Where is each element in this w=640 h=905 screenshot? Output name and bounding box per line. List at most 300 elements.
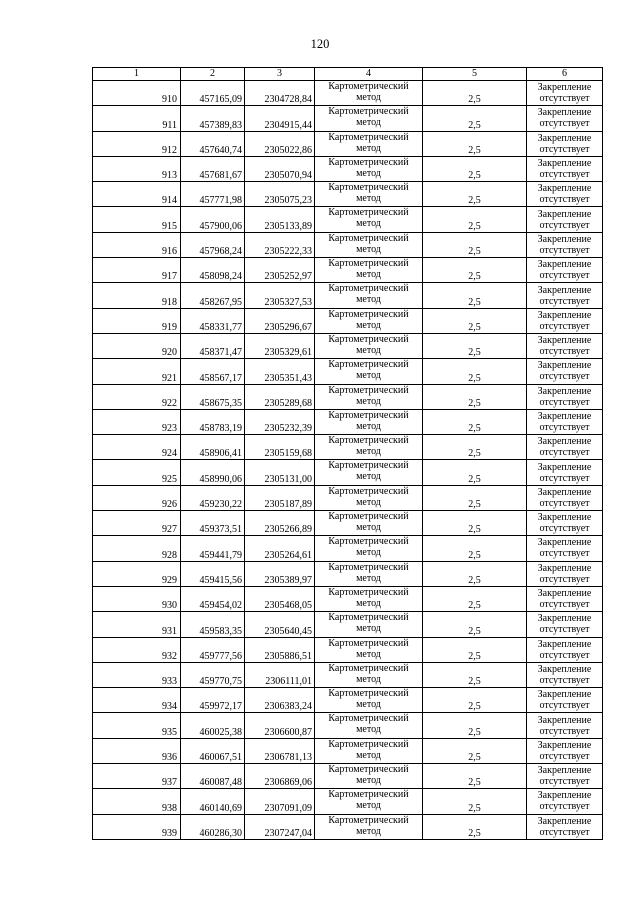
accuracy-value: 2,5: [468, 397, 481, 409]
y-coordinate-cell: [245, 106, 315, 131]
point-number: 926: [162, 499, 177, 511]
method-cell: [315, 536, 423, 561]
y-coordinate: 2304915,44: [264, 119, 312, 131]
y-coordinate: 2305232,39: [264, 423, 312, 435]
table-row: [93, 435, 603, 460]
point-number-cell: [93, 182, 181, 207]
method-line-2: метод: [356, 294, 381, 306]
accuracy-value: 2,5: [468, 423, 481, 435]
point-number-cell: [93, 738, 181, 763]
point-number: 921: [162, 372, 177, 384]
point-number-cell: [93, 561, 181, 586]
x-coordinate-cell: [181, 460, 245, 485]
method-line-1: Картометрический: [328, 460, 409, 472]
method-line-1: Картометрический: [328, 688, 409, 700]
method-line-1: Картометрический: [328, 106, 409, 118]
point-number-cell: [93, 662, 181, 687]
y-coordinate: 2305468,05: [264, 600, 312, 612]
accuracy-cell: [423, 536, 527, 561]
fixation-line-1: Закрепление: [537, 588, 592, 600]
fixation-line-2: отсутствует: [539, 219, 590, 231]
fixation-cell: [527, 283, 603, 308]
point-number: 923: [162, 423, 177, 435]
fixation-line-2: отсутствует: [539, 270, 590, 282]
point-number: 925: [162, 473, 177, 485]
fixation-line-2: отсутствует: [539, 826, 590, 838]
x-coordinate-cell: [181, 637, 245, 662]
x-coordinate: 459230,22: [199, 499, 242, 511]
accuracy-cell: [423, 662, 527, 687]
method-cell: [315, 258, 423, 283]
method-cell: [315, 333, 423, 358]
point-number-cell: [93, 384, 181, 409]
header-row: [93, 68, 603, 81]
table-row: [93, 485, 603, 510]
method-line-1: Картометрический: [328, 384, 409, 396]
fixation-line-2: отсутствует: [539, 599, 590, 611]
x-coordinate-cell: [181, 435, 245, 460]
y-coordinate-cell: [245, 308, 315, 333]
y-coordinate-cell: [245, 637, 315, 662]
method-line-2: метод: [356, 648, 381, 660]
fixation-line-2: отсутствует: [539, 573, 590, 585]
method-line-1: Картометрический: [328, 258, 409, 270]
method-line-2: метод: [356, 699, 381, 711]
fixation-line-2: отсутствует: [539, 674, 590, 686]
accuracy-cell: [423, 409, 527, 434]
fixation-cell: [527, 182, 603, 207]
x-coordinate: 458331,77: [199, 321, 242, 333]
method-line-2: метод: [356, 269, 381, 281]
y-coordinate: 2306111,01: [265, 676, 312, 688]
x-coordinate: 457968,24: [199, 246, 242, 258]
method-cell: [315, 561, 423, 586]
fixation-cell: [527, 586, 603, 611]
point-number-cell: [93, 283, 181, 308]
point-number: 924: [162, 448, 177, 460]
method-line-1: Картометрический: [328, 713, 409, 725]
method-line-1: Картометрический: [328, 764, 409, 776]
x-coordinate-cell: [181, 485, 245, 510]
fixation-cell: [527, 713, 603, 738]
point-number: 930: [162, 600, 177, 612]
column-header: 1: [93, 68, 181, 81]
accuracy-value: 2,5: [468, 144, 481, 156]
point-number-cell: [93, 612, 181, 637]
point-number: 927: [162, 524, 177, 536]
table-row: [93, 586, 603, 611]
y-coordinate-cell: [245, 713, 315, 738]
method-cell: [315, 435, 423, 460]
fixation-line-2: отсутствует: [539, 422, 590, 433]
fixation-cell: [527, 612, 603, 637]
method-line-2: метод: [356, 572, 381, 584]
x-coordinate-cell: [181, 409, 245, 434]
accuracy-value: 2,5: [468, 246, 481, 258]
y-coordinate-cell: [245, 258, 315, 283]
fixation-line-1: Закрепление: [537, 208, 592, 220]
point-number: 918: [162, 296, 177, 308]
accuracy-value: 2,5: [468, 549, 481, 561]
table-row: [93, 333, 603, 358]
method-line-2: метод: [356, 547, 381, 559]
fixation-line-1: Закрепление: [537, 461, 592, 473]
fixation-cell: [527, 131, 603, 156]
method-cell: [315, 662, 423, 687]
y-coordinate-cell: [245, 409, 315, 434]
table-row: [93, 561, 603, 586]
x-coordinate-cell: [181, 586, 245, 611]
fixation-line-2: отсутствует: [539, 472, 590, 484]
x-coordinate-cell: [181, 131, 245, 156]
point-number-cell: [93, 435, 181, 460]
table-row: [93, 738, 603, 763]
point-number-cell: [93, 232, 181, 257]
point-number-cell: [93, 131, 181, 156]
method-line-2: метод: [356, 673, 381, 685]
fixation-cell: [527, 435, 603, 460]
method-cell: [315, 637, 423, 662]
fixation-line-1: Закрепление: [537, 562, 592, 574]
accuracy-cell: [423, 131, 527, 156]
accuracy-value: 2,5: [468, 448, 481, 460]
fixation-line-1: Закрепление: [537, 132, 592, 144]
x-coordinate: 459583,35: [199, 625, 242, 637]
y-coordinate: 2305296,67: [264, 321, 312, 333]
x-coordinate-cell: [181, 359, 245, 384]
point-number: 912: [162, 144, 177, 156]
fixation-line-1: Закрепление: [537, 739, 592, 751]
y-coordinate-cell: [245, 511, 315, 536]
y-coordinate: 2305159,68: [264, 448, 312, 460]
point-number: 914: [162, 195, 177, 207]
fixation-line-2: отсутствует: [539, 194, 590, 206]
accuracy-value: 2,5: [468, 524, 481, 536]
method-cell: [315, 283, 423, 308]
y-coordinate: 2305187,89: [264, 499, 312, 511]
accuracy-cell: [423, 688, 527, 713]
point-number: 932: [162, 650, 177, 662]
point-number-cell: [93, 637, 181, 662]
method-cell: [315, 232, 423, 257]
x-coordinate-cell: [181, 333, 245, 358]
fixation-line-2: отсутствует: [539, 649, 590, 661]
x-coordinate: 460140,69: [199, 802, 242, 814]
accuracy-cell: [423, 789, 527, 814]
table-row: [93, 764, 603, 789]
fixation-line-1: Закрепление: [537, 714, 592, 726]
x-coordinate: 457640,74: [199, 144, 242, 156]
y-coordinate-cell: [245, 789, 315, 814]
method-line-2: метод: [356, 471, 381, 483]
y-coordinate: 2305351,43: [264, 372, 312, 384]
x-coordinate-cell: [181, 561, 245, 586]
method-line-2: метод: [356, 522, 381, 534]
accuracy-cell: [423, 460, 527, 485]
accuracy-value: 2,5: [468, 321, 481, 333]
accuracy-value: 2,5: [468, 676, 481, 688]
fixation-line-1: Закрепление: [537, 512, 592, 524]
method-cell: [315, 738, 423, 763]
fixation-line-2: отсутствует: [539, 295, 590, 307]
point-number-cell: [93, 409, 181, 434]
fixation-cell: [527, 814, 603, 839]
table-row: [93, 511, 603, 536]
x-coordinate-cell: [181, 688, 245, 713]
y-coordinate-cell: [245, 738, 315, 763]
method-line-1: Картометрический: [328, 182, 409, 194]
fixation-line-2: отсутствует: [539, 548, 590, 560]
fixation-line-1: Закрепление: [537, 107, 592, 119]
fixation-cell: [527, 384, 603, 409]
y-coordinate: 2305289,68: [264, 397, 312, 409]
method-cell: [315, 384, 423, 409]
y-coordinate-cell: [245, 131, 315, 156]
table-row: [93, 536, 603, 561]
y-coordinate: 2305131,00: [264, 473, 312, 485]
fixation-line-2: отсутствует: [539, 523, 590, 535]
point-number: 913: [162, 170, 177, 182]
fixation-cell: [527, 511, 603, 536]
x-coordinate-cell: [181, 207, 245, 232]
point-number: 938: [162, 802, 177, 814]
fixation-line-2: отсутствует: [539, 801, 590, 813]
x-coordinate: 460286,30: [199, 827, 242, 839]
accuracy-value: 2,5: [468, 827, 481, 839]
table-body: [93, 81, 603, 840]
method-line-1: Картометрический: [328, 511, 409, 523]
x-coordinate-cell: [181, 232, 245, 257]
fixation-line-1: Закрепление: [537, 309, 592, 321]
x-coordinate-cell: [181, 789, 245, 814]
method-line-1: Картометрический: [328, 283, 409, 295]
method-line-1: Картометрический: [328, 586, 409, 598]
method-line-2: метод: [356, 370, 381, 382]
method-line-2: метод: [356, 420, 381, 432]
y-coordinate-cell: [245, 460, 315, 485]
accuracy-cell: [423, 232, 527, 257]
method-line-2: метод: [356, 319, 381, 331]
method-line-1: Картометрический: [328, 561, 409, 573]
y-coordinate: 2306600,87: [264, 726, 312, 738]
method-cell: [315, 81, 423, 106]
fixation-line-1: Закрепление: [537, 765, 592, 777]
fixation-cell: [527, 637, 603, 662]
fixation-cell: [527, 764, 603, 789]
table-row: [93, 688, 603, 713]
method-line-1: Картометрический: [328, 814, 409, 826]
fixation-cell: [527, 662, 603, 687]
accuracy-value: 2,5: [468, 574, 481, 586]
method-line-1: Картометрический: [328, 308, 409, 320]
point-number-cell: [93, 485, 181, 510]
x-coordinate-cell: [181, 713, 245, 738]
method-line-2: метод: [356, 167, 381, 179]
point-number: 933: [162, 676, 177, 688]
fixation-line-2: отсутствует: [539, 750, 590, 762]
point-number: 929: [162, 574, 177, 586]
accuracy-cell: [423, 511, 527, 536]
accuracy-value: 2,5: [468, 600, 481, 612]
accuracy-value: 2,5: [468, 271, 481, 283]
fixation-line-2: отсутствует: [539, 118, 590, 130]
accuracy-value: 2,5: [468, 170, 481, 182]
x-coordinate-cell: [181, 258, 245, 283]
table-row: [93, 182, 603, 207]
y-coordinate-cell: [245, 333, 315, 358]
accuracy-cell: [423, 435, 527, 460]
point-number-cell: [93, 586, 181, 611]
method-line-1: Картометрический: [328, 409, 409, 421]
fixation-line-1: Закрепление: [537, 233, 592, 245]
fixation-line-2: отсутствует: [539, 346, 590, 358]
x-coordinate: 458371,47: [199, 347, 242, 359]
column-header: 6: [527, 68, 603, 81]
accuracy-cell: [423, 106, 527, 131]
x-coordinate: 459441,79: [199, 549, 242, 561]
coordinates-table: [92, 67, 603, 840]
accuracy-cell: [423, 738, 527, 763]
y-coordinate-cell: [245, 688, 315, 713]
point-number-cell: [93, 207, 181, 232]
y-coordinate-cell: [245, 435, 315, 460]
table-row: [93, 131, 603, 156]
point-number-cell: [93, 764, 181, 789]
y-coordinate: 2305252,97: [264, 271, 312, 283]
fixation-line-1: Закрепление: [537, 259, 592, 271]
point-number: 936: [162, 752, 177, 764]
method-line-2: метод: [356, 775, 381, 787]
method-cell: [315, 409, 423, 434]
accuracy-value: 2,5: [468, 347, 481, 359]
accuracy-cell: [423, 384, 527, 409]
method-line-1: Картометрический: [328, 435, 409, 447]
x-coordinate: 457900,06: [199, 220, 242, 232]
method-line-1: Картометрический: [328, 207, 409, 219]
y-coordinate-cell: [245, 182, 315, 207]
x-coordinate: 458783,19: [199, 423, 242, 435]
point-number-cell: [93, 333, 181, 358]
point-number: 922: [162, 397, 177, 409]
method-line-2: метод: [356, 218, 381, 230]
accuracy-value: 2,5: [468, 726, 481, 738]
table-row: [93, 156, 603, 181]
y-coordinate: 2305327,53: [264, 296, 312, 308]
method-line-1: Картометрический: [328, 359, 409, 371]
point-number: 919: [162, 321, 177, 333]
point-number-cell: [93, 536, 181, 561]
y-coordinate-cell: [245, 612, 315, 637]
fixation-line-2: отсутствует: [539, 447, 590, 459]
x-coordinate: 457771,98: [199, 195, 242, 207]
table-row: [93, 359, 603, 384]
method-line-1: Картометрический: [328, 612, 409, 624]
x-coordinate-cell: [181, 612, 245, 637]
table-row: [93, 409, 603, 434]
accuracy-value: 2,5: [468, 752, 481, 764]
accuracy-value: 2,5: [468, 119, 481, 131]
y-coordinate: 2307091,09: [264, 802, 312, 814]
x-coordinate: 457389,83: [199, 119, 242, 131]
fixation-line-2: отсутствует: [539, 700, 590, 712]
y-coordinate: 2306383,24: [264, 701, 312, 713]
method-cell: [315, 713, 423, 738]
method-cell: [315, 131, 423, 156]
point-number: 910: [162, 94, 177, 106]
y-coordinate-cell: [245, 81, 315, 106]
fixation-line-2: отсутствует: [539, 143, 590, 155]
accuracy-cell: [423, 764, 527, 789]
method-line-1: Картометрический: [328, 789, 409, 801]
accuracy-value: 2,5: [468, 296, 481, 308]
method-line-1: Картометрический: [328, 131, 409, 143]
fixation-line-2: отсутствует: [539, 371, 590, 383]
fixation-cell: [527, 81, 603, 106]
y-coordinate-cell: [245, 536, 315, 561]
x-coordinate-cell: [181, 106, 245, 131]
x-coordinate-cell: [181, 662, 245, 687]
table-row: [93, 308, 603, 333]
x-coordinate-cell: [181, 81, 245, 106]
method-cell: [315, 460, 423, 485]
accuracy-value: 2,5: [468, 777, 481, 789]
x-coordinate: 459454,02: [199, 600, 242, 612]
y-coordinate: 2307247,04: [264, 827, 312, 839]
x-coordinate-cell: [181, 764, 245, 789]
fixation-line-1: Закрепление: [537, 790, 592, 802]
y-coordinate: 2305075,23: [264, 195, 312, 207]
method-cell: [315, 106, 423, 131]
fixation-cell: [527, 485, 603, 510]
point-number: 915: [162, 220, 177, 232]
method-line-2: метод: [356, 395, 381, 407]
point-number: 937: [162, 777, 177, 789]
fixation-line-1: Закрепление: [537, 284, 592, 296]
y-coordinate: 2306781,13: [264, 752, 312, 764]
table-row: [93, 662, 603, 687]
y-coordinate: 2305389,97: [264, 574, 312, 586]
fixation-cell: [527, 460, 603, 485]
accuracy-cell: [423, 359, 527, 384]
y-coordinate: 2305329,61: [264, 347, 312, 359]
fixation-cell: [527, 536, 603, 561]
method-line-1: Картометрический: [328, 662, 409, 674]
method-line-2: метод: [356, 243, 381, 255]
column-header: 3: [245, 68, 315, 81]
y-coordinate: 2305640,45: [264, 625, 312, 637]
x-coordinate-cell: [181, 308, 245, 333]
y-coordinate: 2305886,51: [264, 650, 312, 662]
table-row: [93, 106, 603, 131]
fixation-line-1: Закрепление: [537, 158, 592, 170]
method-cell: [315, 688, 423, 713]
point-number: 920: [162, 347, 177, 359]
method-cell: [315, 359, 423, 384]
method-cell: [315, 156, 423, 181]
y-coordinate: 2305070,94: [264, 170, 312, 182]
x-coordinate: 459415,56: [199, 574, 242, 586]
point-number-cell: [93, 511, 181, 536]
fixation-cell: [527, 333, 603, 358]
point-number: 928: [162, 549, 177, 561]
method-line-1: Картометрический: [328, 156, 409, 168]
y-coordinate: 2305222,33: [264, 246, 312, 258]
accuracy-value: 2,5: [468, 701, 481, 713]
table-row: [93, 384, 603, 409]
accuracy-value: 2,5: [468, 372, 481, 384]
table-row: [93, 207, 603, 232]
method-line-1: Картометрический: [328, 81, 409, 92]
